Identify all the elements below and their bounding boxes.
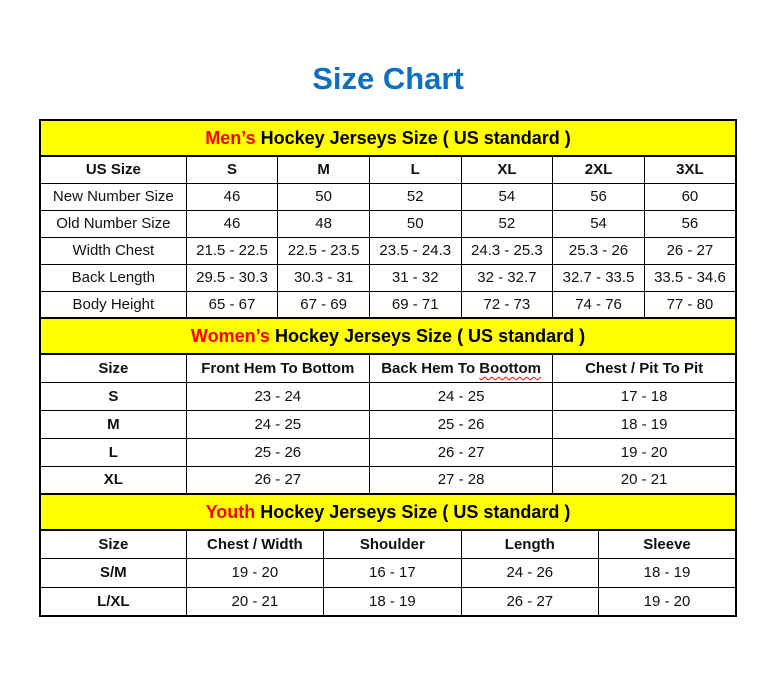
womens-cell-r0c1: 24 - 25	[369, 382, 552, 410]
mens-cell-r1c4: 54	[553, 210, 645, 237]
womens-row-label-0: S	[40, 382, 186, 410]
mens-size-table	[39, 119, 737, 319]
mens-cell-r4c2: 69 - 71	[369, 291, 461, 318]
youth-band-row	[40, 494, 736, 530]
mens-cell-r1c1: 48	[278, 210, 370, 237]
womens-cell-r3c0: 26 - 27	[186, 466, 369, 494]
youth-col-header-2: Shoulder	[324, 530, 461, 558]
mens-cell-r4c3: 72 - 73	[461, 291, 553, 318]
womens-row-2	[40, 438, 736, 466]
womens-row-1	[40, 410, 736, 438]
mens-cell-r2c5: 26 - 27	[644, 237, 736, 264]
mens-cell-r3c0: 29.5 - 30.3	[186, 264, 278, 291]
mens-section-title-text: Hockey Jerseys Size ( US standard )	[255, 127, 571, 148]
youth-cell-r1c1: 18 - 19	[324, 587, 461, 616]
mens-row-2	[40, 237, 736, 264]
youth-section-header	[40, 494, 736, 530]
womens-band-row	[40, 318, 736, 354]
youth-cell-r1c2: 26 - 27	[461, 587, 598, 616]
womens-section-highlight: Women’s	[190, 325, 270, 346]
womens-cell-r0c0: 23 - 24	[186, 382, 369, 410]
mens-cell-r4c5: 77 - 80	[644, 291, 736, 318]
page-title: Size Chart	[312, 61, 464, 96]
mens-col-header-0: US Size	[40, 156, 186, 183]
womens-size-table	[39, 317, 737, 495]
womens-col-header-0: Size	[40, 354, 186, 382]
womens-row-label-2: L	[40, 438, 186, 466]
youth-cell-r0c3: 18 - 19	[599, 558, 736, 587]
youth-cell-r1c3: 19 - 20	[599, 587, 736, 616]
mens-cell-r2c1: 22.5 - 23.5	[278, 237, 370, 264]
womens-section-title-text: Hockey Jerseys Size ( US standard )	[269, 325, 586, 346]
mens-cell-r1c5: 56	[644, 210, 736, 237]
mens-row-4	[40, 291, 736, 318]
womens-cell-r3c1: 27 - 28	[369, 466, 552, 494]
mens-cell-r4c1: 67 - 69	[278, 291, 370, 318]
mens-cell-r1c2: 50	[369, 210, 461, 237]
youth-col-header-0: Size	[40, 530, 186, 558]
mens-row-label-2: Width Chest	[40, 237, 186, 264]
mens-cell-r0c3: 54	[461, 183, 553, 210]
womens-cell-r3c2: 20 - 21	[553, 466, 736, 494]
mens-cell-r3c2: 31 - 32	[369, 264, 461, 291]
youth-row-0	[40, 558, 736, 587]
size-tables	[39, 119, 737, 617]
mens-col-header-6: 3XL	[644, 156, 736, 183]
mens-cell-r4c4: 74 - 76	[553, 291, 645, 318]
womens-row-3	[40, 466, 736, 494]
youth-cell-r1c0: 20 - 21	[186, 587, 323, 616]
misspelled-word: Boottom	[479, 359, 541, 377]
youth-header-row	[40, 530, 736, 558]
mens-cell-r0c5: 60	[644, 183, 736, 210]
mens-cell-r0c1: 50	[278, 183, 370, 210]
youth-row-label-1: L/XL	[40, 587, 186, 616]
mens-cell-r3c1: 30.3 - 31	[278, 264, 370, 291]
mens-row-3	[40, 264, 736, 291]
size-chart-page	[0, 60, 776, 617]
mens-cell-r1c3: 52	[461, 210, 553, 237]
youth-col-header-1: Chest / Width	[186, 530, 323, 558]
mens-cell-r2c0: 21.5 - 22.5	[186, 237, 278, 264]
mens-col-header-4: XL	[461, 156, 553, 183]
mens-header-row	[40, 156, 736, 183]
youth-cell-r0c1: 16 - 17	[324, 558, 461, 587]
youth-size-table	[39, 493, 737, 617]
youth-row-1	[40, 587, 736, 616]
womens-cell-r1c2: 18 - 19	[553, 410, 736, 438]
womens-col-header-1: Front Hem To Bottom	[186, 354, 369, 382]
mens-cell-r4c0: 65 - 67	[186, 291, 278, 318]
womens-header-row	[40, 354, 736, 382]
mens-band-row	[40, 120, 736, 156]
mens-row-1	[40, 210, 736, 237]
mens-row-label-3: Back Length	[40, 264, 186, 291]
mens-section-header	[40, 120, 736, 156]
womens-row-label-1: M	[40, 410, 186, 438]
youth-cell-r0c2: 24 - 26	[461, 558, 598, 587]
mens-row-label-0: New Number Size	[40, 183, 186, 210]
mens-row-label-4: Body Height	[40, 291, 186, 318]
mens-col-header-5: 2XL	[553, 156, 645, 183]
womens-row-0	[40, 382, 736, 410]
youth-section-title-text: Hockey Jerseys Size ( US standard )	[255, 501, 571, 522]
mens-col-header-3: L	[369, 156, 461, 183]
womens-section-header	[40, 318, 736, 354]
mens-section-highlight: Men’s	[205, 127, 256, 148]
womens-cell-r2c1: 26 - 27	[369, 438, 552, 466]
youth-section-highlight: Youth	[205, 501, 256, 522]
youth-col-header-4: Sleeve	[599, 530, 736, 558]
mens-cell-r3c4: 32.7 - 33.5	[553, 264, 645, 291]
mens-cell-r1c0: 46	[186, 210, 278, 237]
womens-cell-r1c0: 24 - 25	[186, 410, 369, 438]
womens-col-header-2: Back Hem To Boottom	[369, 354, 552, 382]
mens-row-label-1: Old Number Size	[40, 210, 186, 237]
mens-cell-r3c5: 33.5 - 34.6	[644, 264, 736, 291]
mens-col-header-1: S	[186, 156, 278, 183]
mens-cell-r2c3: 24.3 - 25.3	[461, 237, 553, 264]
womens-col-header-3: Chest / Pit To Pit	[553, 354, 736, 382]
womens-cell-r0c2: 17 - 18	[553, 382, 736, 410]
mens-cell-r0c0: 46	[186, 183, 278, 210]
youth-col-header-3: Length	[461, 530, 598, 558]
youth-cell-r0c0: 19 - 20	[186, 558, 323, 587]
mens-cell-r0c4: 56	[553, 183, 645, 210]
mens-row-0	[40, 183, 736, 210]
mens-cell-r2c4: 25.3 - 26	[553, 237, 645, 264]
womens-cell-r2c2: 19 - 20	[553, 438, 736, 466]
mens-cell-r2c2: 23.5 - 24.3	[369, 237, 461, 264]
mens-col-header-2: M	[278, 156, 370, 183]
womens-row-label-3: XL	[40, 466, 186, 494]
womens-cell-r2c0: 25 - 26	[186, 438, 369, 466]
mens-cell-r3c3: 32 - 32.7	[461, 264, 553, 291]
youth-row-label-0: S/M	[40, 558, 186, 587]
womens-cell-r1c1: 25 - 26	[369, 410, 552, 438]
mens-cell-r0c2: 52	[369, 183, 461, 210]
